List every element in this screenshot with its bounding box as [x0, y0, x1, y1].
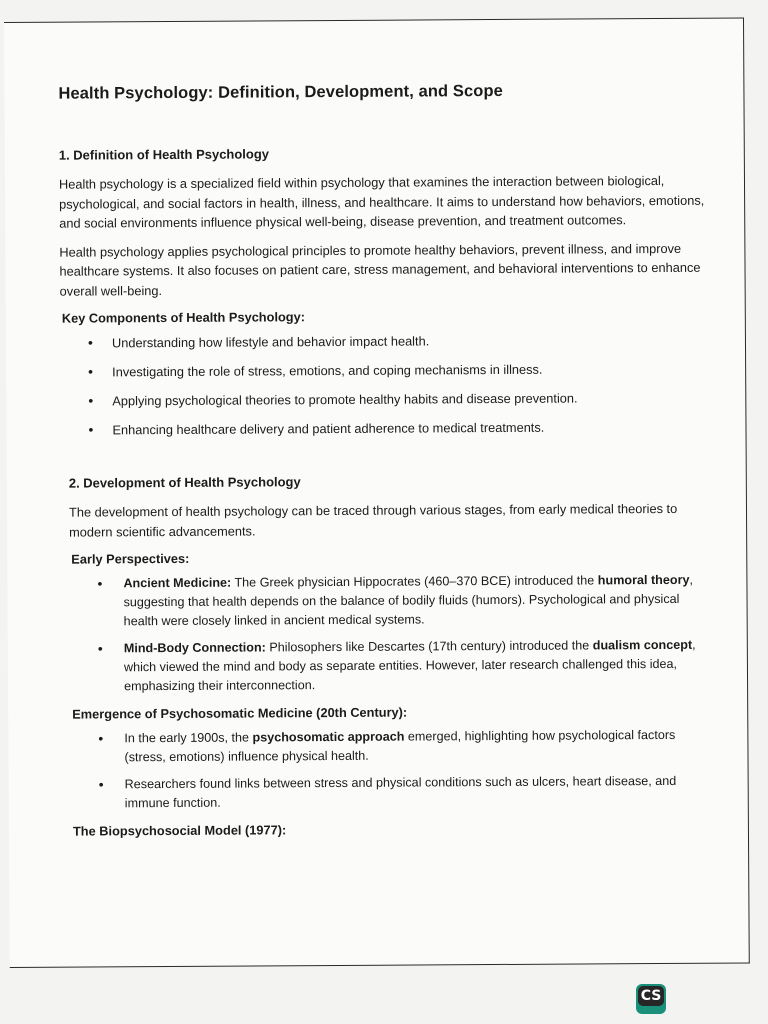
section1-heading: 1. Definition of Health Psychology [58, 146, 270, 163]
psycho1-text-2: emerged, highlighting how psychological factors (stress, emotions) influence physical health. [124, 727, 676, 765]
mindbody-text-1: Philosophers like Descartes (17th century) introduced the [265, 638, 593, 655]
psychosomatic-term: psychosomatic approach [252, 729, 405, 745]
humoral-theory-term: humoral theory [597, 572, 690, 588]
document-title: Health Psychology: Definition, Development, and Scope [58, 81, 503, 103]
psychosomatic-heading: Emergence of Psychosomatic Medicine (20th Century): [72, 704, 408, 722]
ancient-text-2: , suggesting that health depends on the balance of bodily fluids (humors). Psychological and physical health were closely linked in ancient medical systems. [123, 572, 693, 629]
biopsychosocial-heading: The Biopsychosocial Model (1977): [72, 822, 287, 839]
list-item: • Applying psychological theories to promote healthy habits and disease prevention. [60, 388, 712, 411]
list-item-psychosomatic-approach [70, 726, 714, 768]
list-item-researchers: • Researchers found links between stress and physical conditions such as ulcers, heart disease, and immune function. [71, 772, 715, 814]
mindbody-text-2: , which viewed the mind and body as separate entities. However, later research challenged this idea, emphasizing their interconnection. [123, 637, 696, 694]
list-item-mind-body [70, 636, 714, 697]
early-perspectives-heading: Early Perspectives: [71, 550, 190, 567]
document-page [4, 17, 750, 968]
psycho1-text-1: In the early 1900s, the [124, 730, 253, 746]
logo-text: CS [638, 986, 664, 1006]
mindbody-label: Mind-Body Connection: [123, 640, 266, 656]
early-perspectives-list [69, 571, 714, 697]
page-content [58, 81, 715, 847]
section-development [61, 472, 715, 839]
section1-paragraph-1: Health psychology is a specialized field within psychology that examines the interaction between biological, psychological, and social factors in health, illness, and healthcare. It aims to understand how behaviors, emotions, and social environments influence physical well-being, disease prevention, and treatment outcomes. [58, 172, 705, 231]
camscanner-logo [636, 984, 666, 1014]
ancient-text-1: The Greek physician Hippocrates (460–370 BCE) introduced the [231, 573, 598, 590]
ancient-label: Ancient Medicine: [123, 575, 232, 591]
dualism-term: dualism concept [592, 637, 693, 653]
list-item: • Enhancing healthcare delivery and patient adherence to medical treatments. [60, 417, 712, 440]
list-item-ancient-medicine [69, 571, 713, 632]
key-components-list [60, 330, 713, 440]
section1-paragraph-2: Health psychology applies psychological principles to promote healthy behaviors, prevent illness, and improve healthcare systems. It also focuses on patient care, stress management, and behavioral interventions to enhance overall well-being. [59, 240, 701, 299]
list-item: • Understanding how lifestyle and behavior impact health. [60, 330, 712, 353]
key-components-heading: Key Components of Health Psychology: [61, 309, 306, 326]
psychosomatic-list [70, 726, 715, 814]
list-item: • Investigating the role of stress, emotions, and coping mechanisms in illness. [60, 359, 712, 382]
section-definition [59, 144, 713, 440]
section2-heading: 2. Development of Health Psychology [68, 474, 301, 491]
section2-intro: The development of health psychology can be traced through various stages, from early medical theories to modern scientific advancements. [68, 500, 678, 540]
